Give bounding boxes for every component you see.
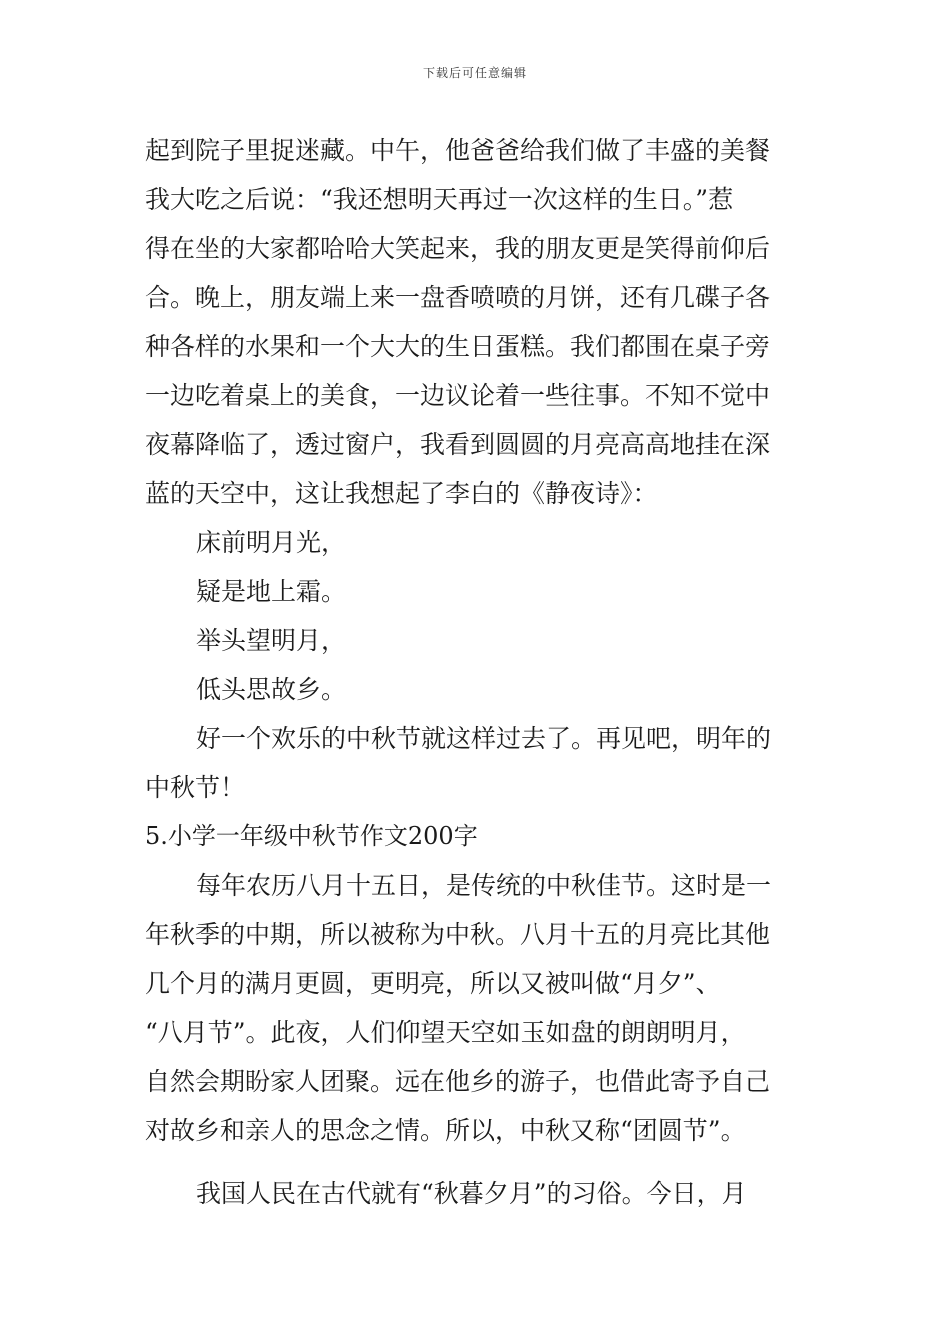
text-line: 我大吃之后说：“我还想明天再过一次这样的生日。”惹 — [145, 185, 734, 214]
text-line: 几个月的满月更圆，更明亮，所以又被叫做“月夕”、 — [145, 969, 721, 998]
poem-block — [145, 518, 810, 714]
text-line: 得在坐的大家都哈哈大笑起来，我的朋友更是笑得前仰后 — [145, 234, 771, 263]
text-line: 年秋季的中期，所以被称为中秋。八月十五的月亮比其他 — [145, 920, 771, 949]
page-header: 下载后可任意编辑 — [422, 66, 527, 80]
text-line: 一边吃着桌上的美食，一边议论着一些往事。不知不觉中 — [145, 381, 771, 410]
text-line: 起到院子里捉迷藏。中午，他爸爸给我们做了丰盛的美餐 — [145, 136, 771, 165]
text-line: 夜幕降临了，透过窗户，我看到圆圆的月亮高高地挂在深 — [145, 430, 771, 459]
document-body — [145, 126, 810, 1218]
text-line: 对故乡和亲人的思念之情。所以，中秋又称“团圆节”。 — [145, 1116, 746, 1145]
text-line: 我国人民在古代就有“秋暮夕月”的习俗。今日，月 — [196, 1179, 747, 1208]
paragraph-conclusion — [145, 714, 810, 812]
paragraph-customs — [145, 1169, 810, 1218]
poem-line: 低头思故乡。 — [196, 675, 347, 704]
text-line: 蓝的天空中，这让我想起了李白的《静夜诗》： — [145, 479, 658, 508]
section-title: 5.小学一年级中秋节作文200字 — [145, 822, 478, 850]
poem-line: 举头望明月， — [196, 626, 347, 655]
text-line: 种各样的水果和一个大大的生日蛋糕。我们都围在桌子旁 — [145, 332, 771, 361]
paragraph-birthday-story — [145, 126, 810, 518]
poem-line: 疑是地上霜。 — [196, 577, 347, 606]
text-line: 中秋节！ — [145, 773, 246, 802]
text-line: 每年农历八月十五日，是传统的中秋佳节。这时是一 — [196, 871, 772, 900]
text-line: “八月节”。此夜，人们仰望天空如玉如盘的朗朗明月， — [145, 1018, 746, 1047]
paragraph-mid-autumn-intro — [145, 861, 810, 1155]
text-line: 自然会期盼家人团聚。远在他乡的游子，也借此寄予自己 — [145, 1067, 771, 1096]
poem-line: 床前明月光， — [196, 528, 347, 557]
text-line: 好一个欢乐的中秋节就这样过去了。再见吧，明年的 — [196, 724, 772, 753]
text-line: 合。晚上，朋友端上来一盘香喷喷的月饼，还有几碟子各 — [145, 283, 771, 312]
